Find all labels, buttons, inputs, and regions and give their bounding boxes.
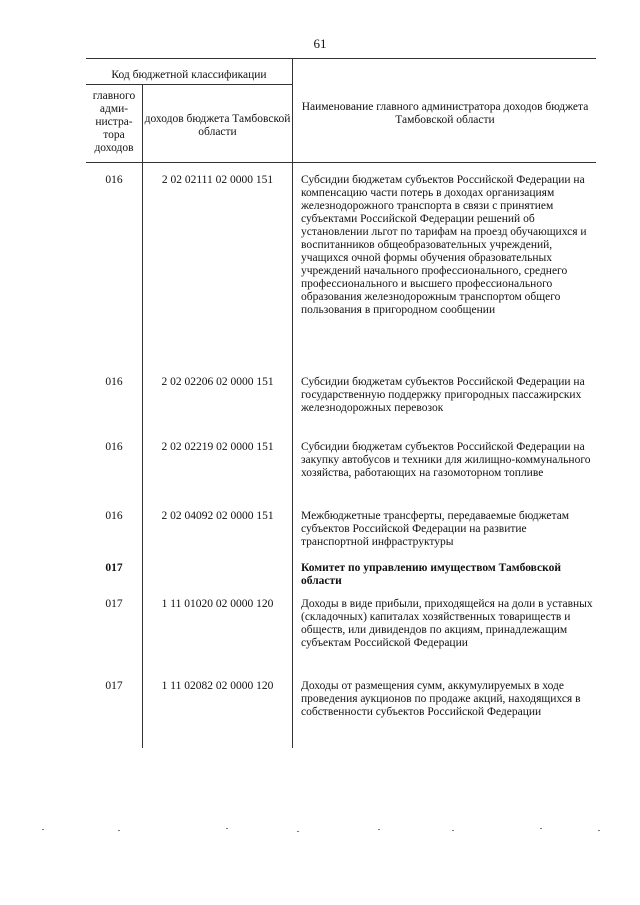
header-group-divider (86, 84, 292, 85)
name-cell: Субсидии бюджетам субъектов Российской Федерации на компенсацию части потерь в доходах организациям железнодорожного транспорта в связи с принятием субъектами Российской Федерации решений об установлении льгот по тарифам на проезд обучающихся и воспитанников общеобразовательных учреждений, учащихся очной формы обучения образовательных учреждений начального профессионального, среднего профессионального и высшего профессионального образования железнодорожным транспортом общего пользования в пригородном сообщении (301, 174, 587, 316)
column-divider-name (292, 58, 293, 748)
name-cell: Субсидии бюджетам субъектов Российской Федерации на закупку автобусов и техники для жилищно-коммунального хозяйства, работающих на газомоторном топливе (301, 441, 591, 479)
scan-speck (540, 828, 542, 829)
scan-specks (0, 828, 640, 838)
header-administrator-name: Наименование главного администратора доходов бюджета Тамбовской области (301, 101, 589, 126)
name-cell: Доходы от размещения сумм, аккумулируемых в ходе проведения аукционов по продаже акций, находящихся в собственности субъектов Российской Федерации (301, 680, 581, 718)
scan-speck (378, 829, 380, 830)
scan-speck (452, 830, 454, 831)
table-top-border (86, 58, 596, 59)
page-number: 61 (313, 36, 327, 51)
scan-speck (42, 829, 44, 830)
admin-code-cell: 017 (105, 598, 123, 610)
admin-code-cell: 016 (105, 510, 123, 522)
scan-speck (226, 828, 228, 829)
name-cell: Доходы в виде прибыли, приходящейся на доли в уставных (складочных) капиталах хозяйственных товариществ и обществ, или дивидендов по акциям, принадлежащим субъектам Российской Федерации (301, 598, 593, 649)
revenue-code-cell: 1 11 02082 02 0000 120 (161, 680, 274, 692)
scan-speck (118, 830, 120, 831)
name-cell: Субсидии бюджетам субъектов Российской Федерации на государственную поддержку пригородных пассажирских железнодорожных перевозок (301, 376, 585, 414)
revenue-code-cell: 2 02 02219 02 0000 151 (161, 441, 274, 453)
header-revenue-code: доходов бюджета Тамбовской области (144, 113, 291, 138)
revenue-code-cell: 2 02 04092 02 0000 151 (161, 510, 274, 522)
revenue-code-cell: 2 02 02206 02 0000 151 (161, 376, 274, 388)
scan-speck (598, 830, 600, 831)
scan-speck (297, 831, 299, 832)
admin-code-cell: 016 (105, 376, 123, 388)
admin-code-cell: 016 (105, 441, 123, 453)
admin-code-cell: 016 (105, 174, 123, 186)
header-admin-code: главного адми-нистра-тора доходов (92, 90, 136, 154)
name-cell: Межбюджетные трансферты, передаваемые бюджетам субъектов Российской Федерации на развитие транспортной инфраструктуры (301, 510, 570, 548)
admin-code-cell: 017 (105, 680, 123, 692)
revenue-code-cell: 1 11 01020 02 0000 120 (161, 598, 274, 610)
header-budget-classification-code: Код бюджетной классификации (111, 69, 267, 81)
name-cell: Комитет по управлению имуществом Тамбовской области (301, 562, 561, 587)
admin-code-cell: 017 (105, 562, 123, 574)
budget-classification-table (86, 58, 596, 748)
revenue-code-cell: 2 02 02111 02 0000 151 (161, 174, 274, 186)
header-bottom-border (86, 162, 596, 163)
